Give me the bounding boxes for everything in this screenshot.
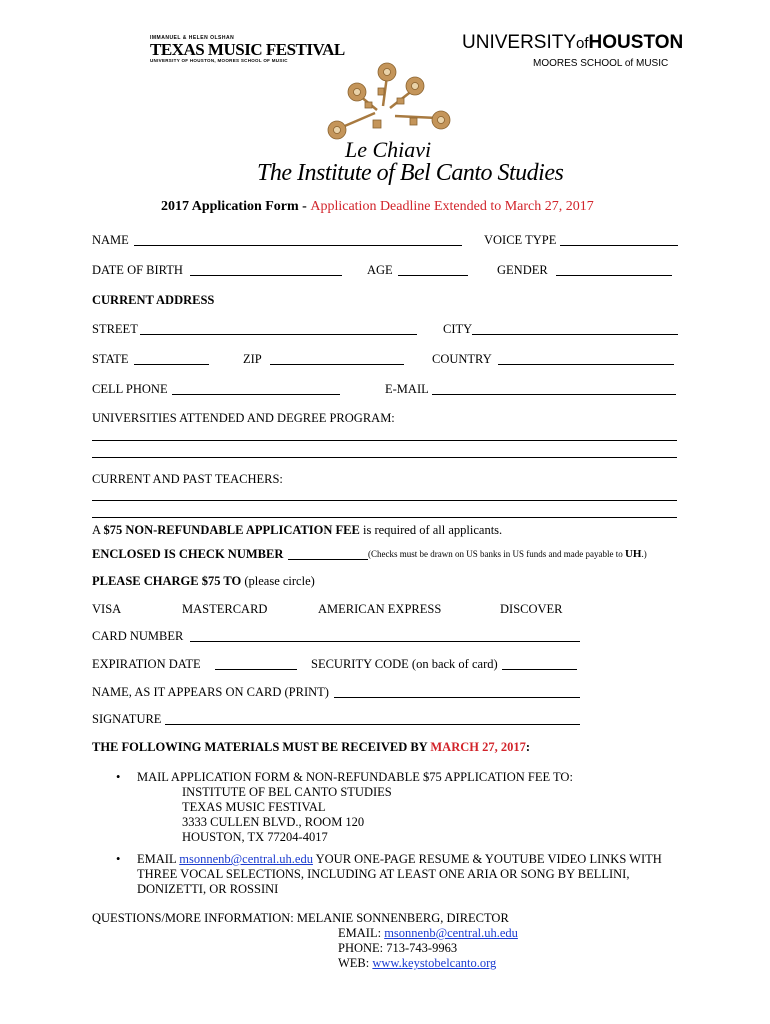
bullet-icon: • [116, 852, 121, 866]
security-code-label: SECURITY CODE (on back of card) [311, 657, 498, 671]
uh-subtitle: MOORES SCHOOL of MUSIC [533, 58, 669, 69]
uh-title-houston: HOUSTON [588, 32, 684, 53]
bullet-icon: • [116, 770, 121, 784]
cell-phone-field[interactable] [172, 382, 340, 395]
state-field[interactable] [134, 352, 209, 365]
tmf-top-text: IMMANUEL & HELEN OLSHAN [150, 35, 235, 41]
name-on-card-label: NAME, AS IT APPEARS ON CARD (PRINT) [92, 685, 329, 699]
fee-suffix: is required of all applicants. [359, 523, 503, 537]
security-code-field[interactable] [502, 657, 577, 670]
signature-field[interactable] [165, 712, 580, 725]
bullet1-text: MAIL APPLICATION FORM & NON-REFUNDABLE $75 APPLICATION FEE TO: [137, 770, 573, 784]
tmf-subtitle: UNIVERSITY OF HOUSTON, MOORES SCHOOL OF MUSIC [150, 58, 288, 63]
check-number-label: ENCLOSED IS CHECK NUMBER [92, 547, 284, 561]
email-field[interactable] [432, 382, 676, 395]
country-field[interactable] [498, 352, 674, 365]
bullet2-email-link[interactable]: msonnenb@central.uh.edu [179, 852, 313, 866]
charge-label: PLEASE CHARGE $75 TO [92, 574, 242, 588]
fee-statement [92, 523, 502, 538]
materials-heading-text: THE FOLLOWING MATERIALS MUST BE RECEIVED BY [92, 740, 431, 754]
voice-type-field[interactable] [560, 233, 678, 246]
contact-email [338, 926, 518, 941]
universities-line-1[interactable] [92, 440, 677, 441]
tmf-title: TEXAS MUSIC FESTIVAL [150, 40, 345, 59]
mail-address-line-2: TEXAS MUSIC FESTIVAL [182, 800, 326, 814]
expiration-label: EXPIRATION DATE [92, 657, 201, 671]
contact-web-label: WEB: [338, 956, 373, 970]
mail-address-line-1: INSTITUTE OF BEL CANTO STUDIES [182, 785, 392, 799]
card-number-label: CARD NUMBER [92, 629, 184, 643]
uh-title [462, 32, 683, 54]
contact-phone: PHONE: 713-743-9963 [338, 941, 458, 955]
dob-field[interactable] [190, 263, 342, 276]
check-note [368, 548, 647, 560]
name-field[interactable] [134, 233, 462, 246]
universities-label: UNIVERSITIES ATTENDED AND DEGREE PROGRAM: [92, 411, 395, 425]
form-title [161, 199, 594, 215]
check-note-uh: UH [624, 548, 642, 560]
zip-field[interactable] [270, 352, 404, 365]
country-label: COUNTRY [432, 352, 492, 366]
contact-web-link[interactable]: www.keystobelcanto.org [372, 956, 497, 970]
check-note-text: (Checks must be drawn on US banks in US funds and made payable to [368, 549, 625, 559]
contact-email-label: EMAIL: [338, 926, 385, 940]
institute-title: The Institute of Bel Canto Studies [257, 160, 564, 186]
signature-label: SIGNATURE [92, 712, 162, 726]
charge-instruction: (please circle) [241, 574, 315, 588]
questions-line: QUESTIONS/MORE INFORMATION: MELANIE SONNENBERG, DIRECTOR [92, 911, 509, 925]
age-field[interactable] [398, 263, 468, 276]
materials-heading-colon: : [525, 740, 531, 754]
name-on-card-field[interactable] [334, 685, 580, 698]
card-option-american-express[interactable]: AMERICAN EXPRESS [318, 602, 442, 616]
teachers-line-1[interactable] [92, 500, 677, 501]
mail-address-line-3: 3333 CULLEN BLVD., ROOM 120 [182, 815, 365, 829]
gender-field[interactable] [556, 263, 672, 276]
materials-deadline: MARCH 27, 2017 [430, 740, 526, 754]
bullet2-line-3: DONIZETTI, OR ROSSINI [137, 882, 279, 896]
le-chiavi-title: Le Chiavi [345, 137, 432, 162]
email-label: E-MAIL [385, 382, 429, 396]
cell-phone-label: CELL PHONE [92, 382, 168, 396]
voice-type-label: VOICE TYPE [484, 233, 557, 247]
contact-web [338, 956, 496, 971]
bullet2-line-2: THREE VOCAL SELECTIONS, INCLUDING AT LEAST ONE ARIA OR SONG BY BELLINI, [137, 867, 630, 881]
gender-label: GENDER [497, 263, 548, 277]
age-label: AGE [367, 263, 393, 277]
charge-statement [92, 574, 315, 589]
bullet2-email-prefix: EMAIL [137, 852, 180, 866]
teachers-label: CURRENT AND PAST TEACHERS: [92, 472, 283, 486]
state-label: STATE [92, 352, 129, 366]
universities-line-2[interactable] [92, 457, 677, 458]
card-option-visa[interactable]: VISA [92, 602, 122, 616]
current-address-heading: CURRENT ADDRESS [92, 293, 215, 307]
bullet2-text: YOUR ONE-PAGE RESUME & YOUTUBE VIDEO LINKS WITH [312, 852, 662, 866]
city-field[interactable] [472, 322, 678, 335]
teachers-line-2[interactable] [92, 517, 677, 518]
card-option-mastercard[interactable]: MASTERCARD [182, 602, 268, 616]
form-title-deadline: Application Deadline Extended to March 27, 2017 [310, 199, 594, 214]
bullet2-line-1 [137, 852, 662, 867]
fee-amount: $75 NON-REFUNDABLE APPLICATION FEE [103, 523, 360, 537]
card-option-discover[interactable]: DISCOVER [500, 602, 563, 616]
form-title-main: 2017 Application Form - [161, 199, 311, 214]
card-number-field[interactable] [190, 629, 580, 642]
uh-title-of: of [576, 35, 589, 52]
uh-title-university: UNIVERSITY [462, 32, 577, 53]
expiration-field[interactable] [215, 657, 297, 670]
fee-prefix: A [92, 523, 104, 537]
dob-label: DATE OF BIRTH [92, 263, 183, 277]
zip-label: ZIP [243, 352, 262, 366]
check-number-field[interactable] [288, 547, 368, 560]
street-field[interactable] [140, 322, 417, 335]
mail-address-line-4: HOUSTON, TX 77204-4017 [182, 830, 328, 844]
check-note-end: .) [641, 549, 647, 559]
street-label: STREET [92, 322, 138, 336]
contact-email-link[interactable]: msonnenb@central.uh.edu [384, 926, 518, 940]
city-label: CITY [443, 322, 473, 336]
name-label: NAME [92, 233, 129, 247]
materials-heading [92, 740, 530, 755]
